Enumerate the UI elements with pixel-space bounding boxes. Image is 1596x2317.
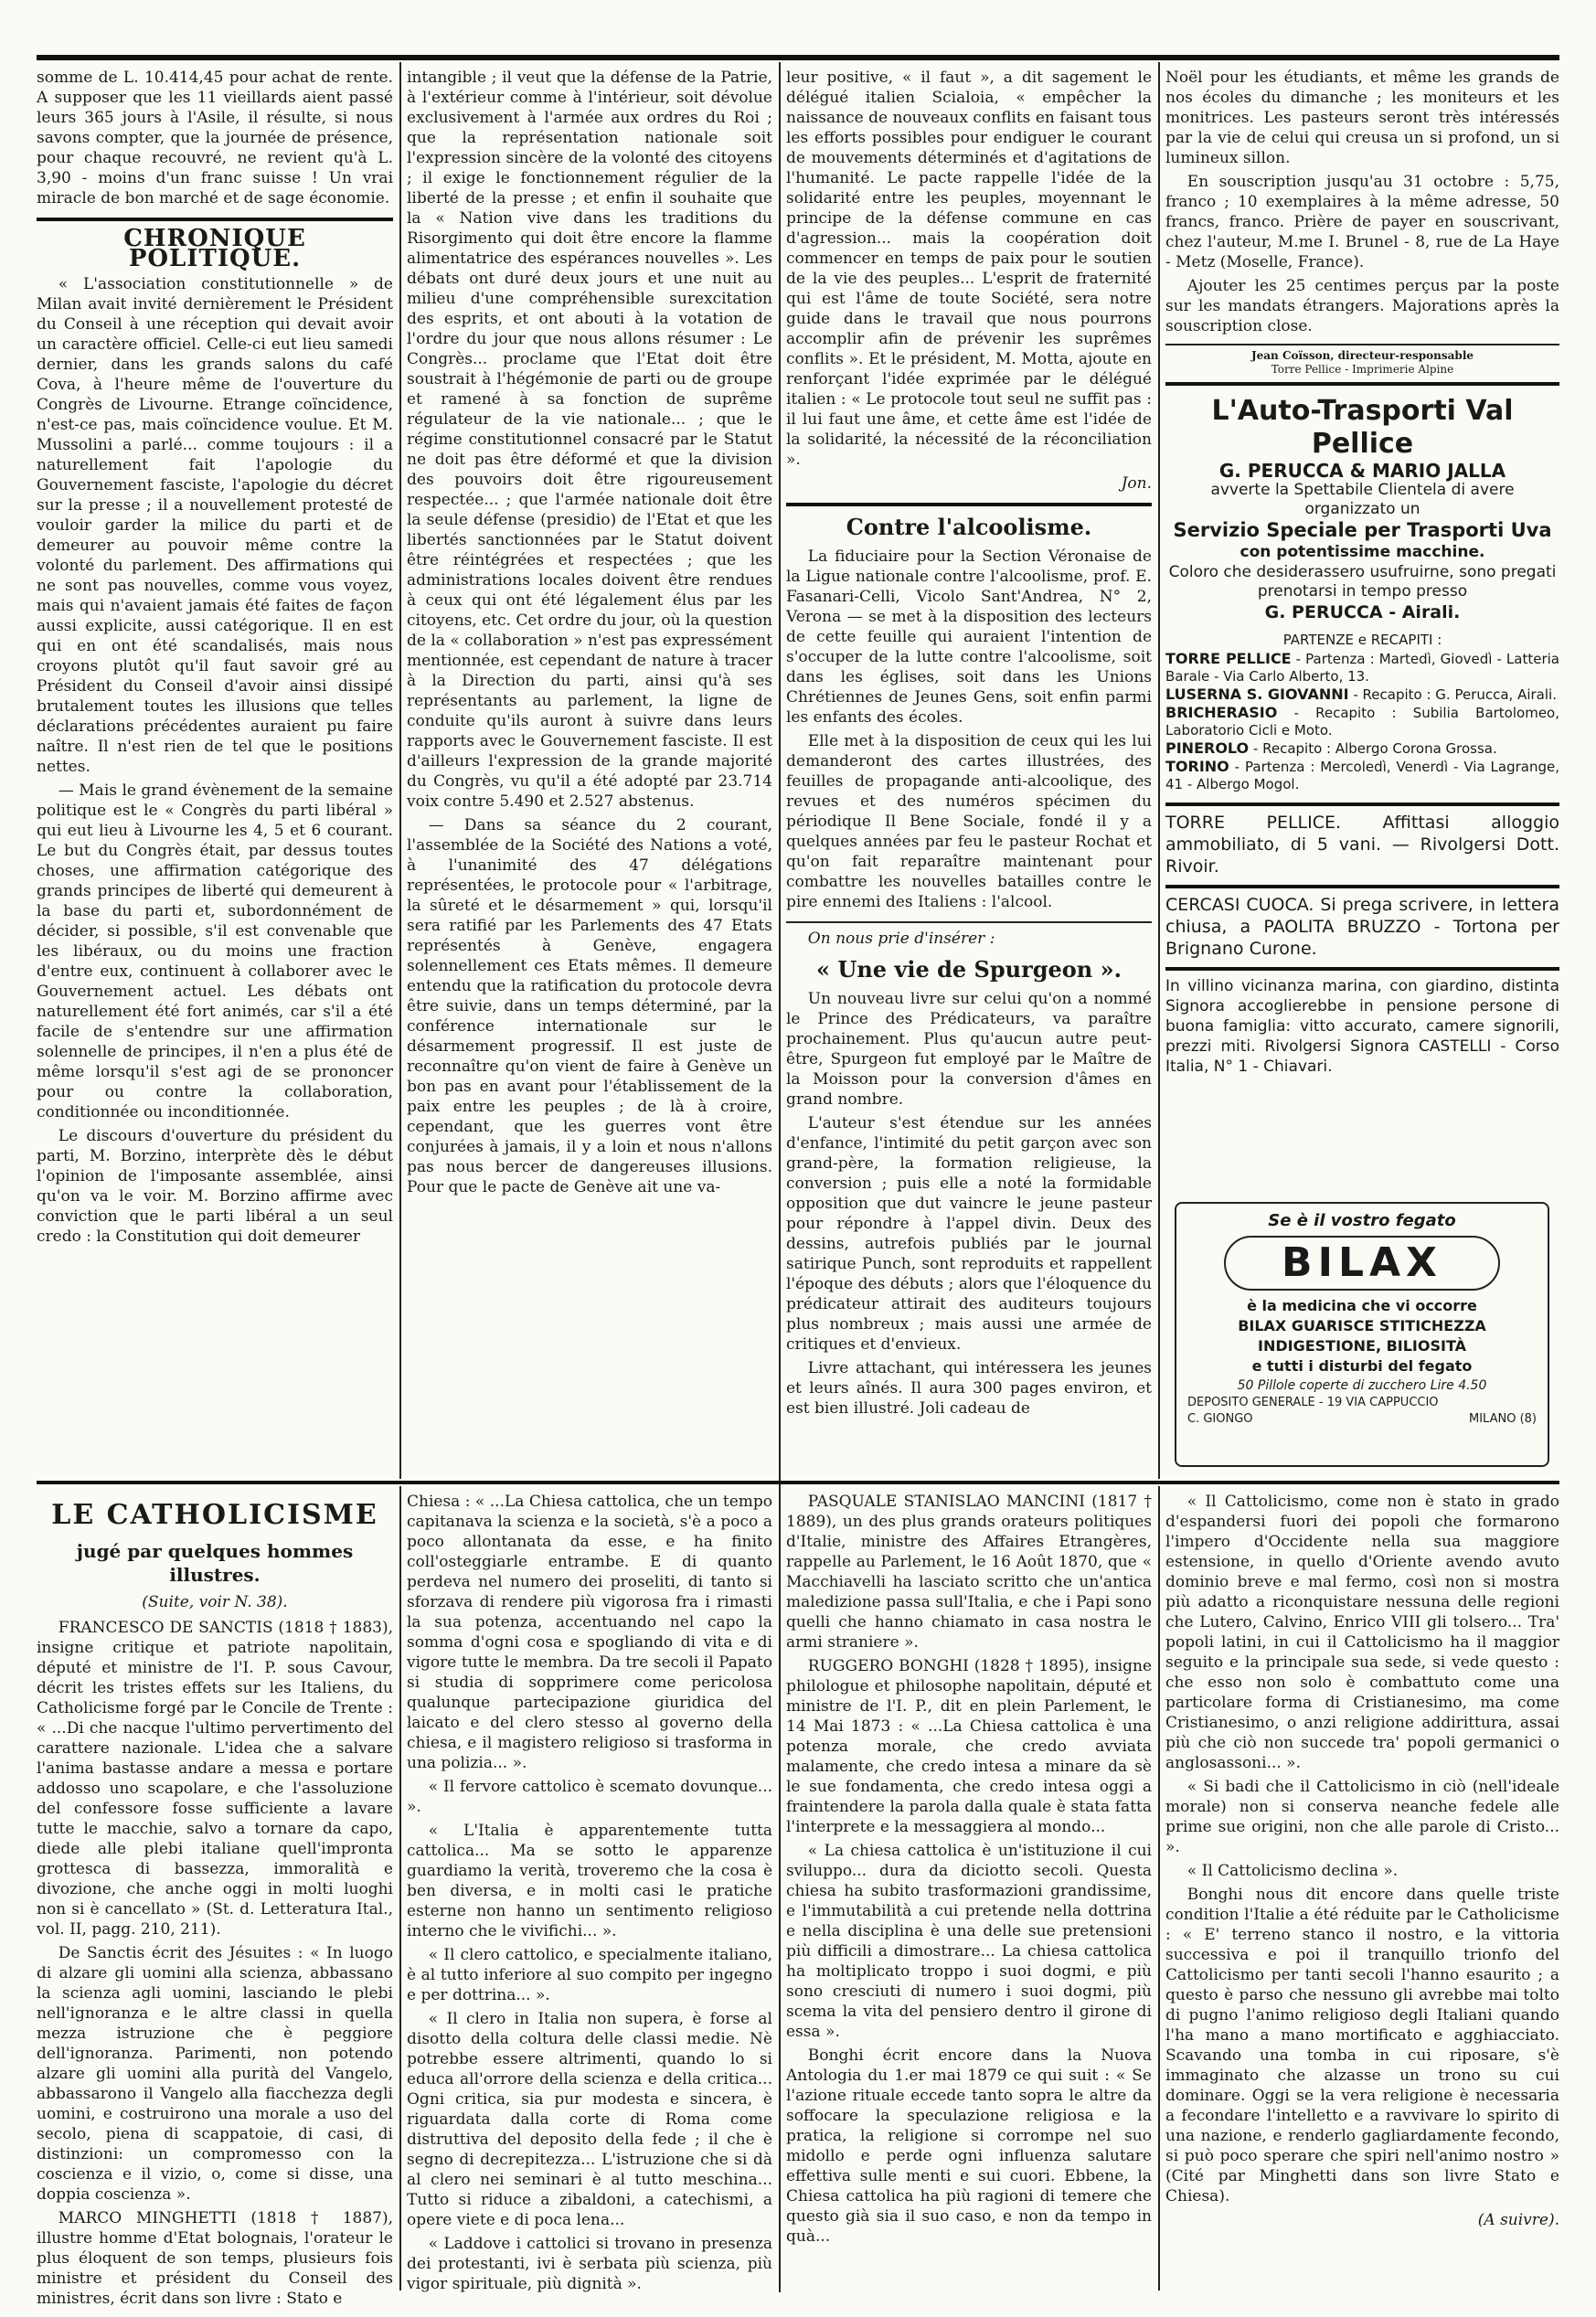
column-rule: [779, 62, 781, 2292]
catho-paragraph-2: De Sanctis écrit des Jésuites : « In luogo di alzare gli uomini alla scienza, abbassano la scienza agli uomini, lasciando le plebi nell'ignoranza e le altre classi in quella mezza istruzione che è peggiore dell'ignoranza. Parimenti, non potendo alzare gli uomini alla purità del Vangelo, abbassarono il Vangelo alla fiacchezza degli uomini, e costruirono una morale a uso del secolo, piena di scappatoie, di casi, di distinzioni: un compromesso con la coscienza e il vizio, o, come si disse, una doppia coscienza ».: [37, 1944, 393, 2204]
col4-paragraph-2: En souscription jusqu'au 31 octobre : 5,75, franco ; 10 exemplaires à la même adresse, 50 francs, franco. Prière de payer en souscrivant, chez l'auteur, M.me I. Brunel - 8, rue de La Haye - Metz (Moselle, France).: [1165, 173, 1559, 271]
column-rule: [1158, 1486, 1160, 2290]
col2-paragraph-3: Chiesa : « ...La Chiesa cattolica, che un tempo capitanava la scienza e la società, s'è a poco a poco allontanata da esse, e ha finito coll'osteggiarle entrambe. E di quanto perdeva nel numero dei proseliti, di tanto si sforzava di rendere più vigorosa fra i rimasti la sua potenza, accentuando nel capo la somma d'ogni cosa e spogliando di vita e di vigore tutte le membra. Da tre secoli il Papato si studia di sopprimere come pericolosa qualunque partecipazione giuridica del laicato e del clero stesso al governo della chiesa, e il magistero religioso si trasforma in una polizia... ».: [407, 1493, 772, 1772]
spurgeon-title: « Une vie de Spurgeon ».: [816, 956, 1122, 983]
ad-transport-heading: PARTENZE e RECAPITI :: [1282, 632, 1442, 648]
page-section-rule: [37, 1481, 1559, 1484]
imprint-director: Jean Coïsson, directeur-responsable: [1250, 349, 1474, 362]
chronique-paragraph-3: Le discours d'ouverture du président du parti, M. Borzino, interprète dès le début l'opinion de l'imposante assemblée, ainsi qu'on va le voir. M. Borzino affirme avec conviction que le parti libéral a un seul credo : la Constitution qui doit demeurer: [37, 1127, 393, 1246]
ad-transport-detail: - Partenza : Martedì, Giovedì - Latteria Barale - Via Carlo Alberto, 13.: [1165, 651, 1559, 685]
chronique-paragraph-1: « L'association constitutionnelle » de Milan avait invité dernièrement le Président du Conseil à une réception qui devait avoir un caractère officiel. Celle-ci eut lieu samedi dernier, dans les grands salons du café Cova, à l'heure même de l'ouverture du Congrès de Livourne. Etrange coïncidence, n'est-ce pas, mais coïncidence voulue. Et M. Mussolini a parlé... comme toujours : il a naturellement fait l'apologie du Gouvernement fasciste, l'apologie du décret sur la presse ; il a nouvellement protesté de vouloir garder la milice du parti et de demeurer au pouvoir même contre la volonté du parlement. Des affirmations qui ne sont pas nouvelles, comme vous voyez, mais qui n'avaient jamais été faites de façon aussi explicite, aussi catégorique. Il en est qui en ont été scandalisés, mais nous croyons plutôt qu'il faut savoir gré au Président du Conseil d'avoir ainsi dissipé brutalement toutes les illusions que telles déclarations précédentes auraient pu faire naître. Il n'est rien de tel que le positions nettes.: [37, 275, 393, 776]
alcool-title: Contre l'alcoolisme.: [846, 514, 1092, 540]
ad-transport-line-1: avverte la Spettabile Clientela di avere organizzato un: [1210, 481, 1515, 518]
column-3-top: [786, 68, 1152, 1475]
ad-transport-list-item: [1165, 739, 1559, 758]
intro-paragraph: somme de L. 10.414,45 pour achat de rente. A supposer que les 11 vieillards aient passé leurs 365 jours à l'Asile, il résulte, si nous savons compter, que la journée de présence, pour chaque recouvré, ne revient qu'à L. 3,90 - moins d'un franc suisse ! Un vrai miracle de bon marché et de sage économie.: [37, 69, 393, 207]
ad-transport-service: Servizio Speciale per Trasporti Uva: [1173, 519, 1552, 541]
col4-catho-paragraph-1: « Il Cattolicismo, come non è stato in grado d'espandersi fuori dei popoli che formarono l'impero d'Occidente nella sua maggiore estensione, in quello d'Oriente avendo avuto dominio breve e mal fermo, così non si mostra più adatto a riconquistare nessuna delle regioni che Lutero, Calvino, Enrico VIII gli tolsero... Tra' popoli latini, in cui il Cattolicismo ha il maggior seguito e la principale sua sede, si vede questo : che esso non solo è combattuto come una particolare forma di Cristianesimo, ma come Cristianesimo, o anzi religione addirittura, assai più che ciò non succede tra' popoli germanici o anglosassoni... ».: [1165, 1493, 1559, 1772]
imprint-rule-bottom: [1165, 382, 1559, 386]
chronique-title: CHRONIQUE POLITIQUE.: [123, 225, 306, 272]
to-be-continued: (A suivre).: [1477, 2211, 1559, 2229]
col2-paragraph-4: « Il fervore cattolico è scemato dovunque... ».: [407, 1778, 772, 1816]
column-2-bottom: [407, 1492, 772, 2296]
catho-subtitle: jugé par quelques hommes illustres.: [76, 1540, 354, 1586]
column-rule: [1158, 62, 1160, 1479]
bilax-line-5: e tutti i disturbi del fegato: [1251, 1357, 1473, 1375]
catho-suite: (Suite, voir N. 38).: [142, 1593, 288, 1611]
column-3-bottom: [786, 1492, 1152, 2296]
mancini-paragraph: PASQUALE STANISLAO MANCINI (1817 † 1889), un des plus grands orateurs politiques d'Italie, ministre des Affaires Etrangères, rappelle au Parlement, le 16 Août 1870, que « Macchiavelli ha lasciato scritto che un'antica maledizione passa sull'Italia, e che i Papi sono quelli che hanno chiamato in casa nostra le armi straniere ».: [786, 1493, 1152, 1652]
bonghi-paragraph-1: RUGGERO BONGHI (1828 † 1895), insigne philologue et philosophe napolitain, député et ministre de l'I. P., dit en plein Parlement, le 14 Mai 1873 : « ...La Chiesa cattolica è una potenza morale, che credo avviata malamente, che credo intesa a minare da sè le sue fondamenta, che credo intesa oggi a fraintendere la parola dalla quale è stata fatta l'interprete e la messaggiera al mondo...: [786, 1657, 1152, 1836]
bilax-line-6: 50 Pillole coperte di zucchero Lire 4.50: [1237, 1378, 1487, 1393]
ad-bilax: [1175, 1202, 1549, 1467]
ad-transport-machines: con potentissime macchine.: [1240, 543, 1485, 561]
ad-rule: [1165, 802, 1559, 806]
bilax-line-4: INDIGESTIONE, BILIOSITÀ: [1257, 1337, 1467, 1355]
column-4-bottom: [1165, 1492, 1559, 2296]
bilax-line-3: BILAX GUARISCE STITICHEZZA: [1238, 1317, 1486, 1334]
ad-transport-line-4: Coloro che desiderassero usufruirne, sono pregati prenotarsi in tempo presso: [1168, 563, 1557, 601]
ad-transport-contact: G. PERUCCA - Airali.: [1264, 602, 1461, 622]
top-rule: [37, 55, 1559, 60]
col2-paragraph-2: — Dans sa séance du 2 courant, l'assemblée de la Société des Nations a voté, à l'unanimité des 47 délégations représentées, le protocole pour « l'arbitrage, la sûreté et le désarmement » qui, lorsqu'il sera ratifié par les Parlements des 47 Etats représentés à Genève, engagera solennellement ces Etats mêmes. Il demeure entendu que la ratification du protocole devra être suivie, dans un temps déterminé, par la conférence internationale sur le désarmement progressif. Il est juste de reconnaître qu'on vient de faire à Genève un bon pas en avant pour l'établissement de la paix entre les peuples ; de là à croire, cependant, que les guerres vont être conjurées à jamais, il y a loin et nous n'allons pas nous bercer de dangereuses illusions. Pour que le pacte de Genève ait une va-: [407, 816, 772, 1196]
ad-transport-town: TORRE PELLICE: [1165, 650, 1292, 667]
bilax-milano: MILANO (8): [1469, 1412, 1537, 1426]
bilax-footer: [1187, 1411, 1537, 1428]
ad-transport-list-item: [1165, 650, 1559, 686]
ad-transport-town: PINEROLO: [1165, 739, 1250, 757]
ad-transport-detail: - Recapito : G. Perucca, Airali.: [1348, 686, 1557, 703]
col4-paragraph-1: Noël pour les étudiants, et même les grands de nos écoles du dimanche ; les moniteurs et les monitrices. Les pasteurs seront très intéressés par la vie de celui qui creusa un si profond, un si lumineux sillon.: [1165, 69, 1559, 167]
col4-catho-paragraph-2: « Si badi che il Cattolicismo in ciò (nell'ideale morale) non si conserva neanche fedele alle prime sue origini, non che alle parole di Cristo... ».: [1165, 1778, 1559, 1856]
catho-paragraph-3: MARCO MINGHETTI (1818 † 1887), illustre homme d'Etat bolognais, l'orateur le plus éloquent de son temps, plusieurs fois ministre et président du Conseil des ministres, écrit dans son livre : Stato e: [37, 2209, 393, 2308]
bonghi-paragraph-2: « La chiesa cattolica è un'istituzione il cui sviluppo... dura da diciotto secoli. Questa chiesa ha subito trasformazioni grandissime, e l'immutabilità a cui pretende nella dottrina e nella disciplina è una delle sue pretensioni più difficili a dimostrare... La chiesa cattolica ha moltiplicato troppo i suoi dogmi, e più sono cresciuti di numero i suoi dogmi, più scema la vita del pensiero dentro il girone di essa ».: [786, 1842, 1152, 2041]
chronique-paragraph-2: — Mais le grand évènement de la semaine politique est le « Congrès du parti libéral » qui eut lieu à Livourne les 4, 5 et 6 courant. Le but du Congrès était, par dessus toutes choses, une affirmation catégorique des grands principes de liberté qui demeurent à la base du parti et, subordonnément de décider, si possible, s'il est convenable que les libéraux, ou du moins une fraction d'entre eux, continuent à collaborer avec le Gouvernement actuel. Les débats ont naturellement été fort animés, car s'il a été facile de s'entendre sur une affirmation solennelle de principes, il n'en a plus été de même lorsqu'il s'est agi de se prononcer pour ou contre la collaboration, conditionnée ou inconditionnée.: [37, 781, 393, 1121]
catho-paragraph-1: FRANCESCO DE SANCTIS (1818 † 1883), insigne critique et patriote napolitain, député et ministre de l'I. P. sous Cavour, décrit les tristes effets sur les Italiens, du Catholicisme forgé par le Concile de Trente : « ...Di che nacque l'ultimo pervertimento del carattere nazionale. L'idea che a salvare l'anima bastasse andare a messa e portare addosso uno scapolare, e che l'assoluzione del confessore fosse sufficiente a lavare tutte le macchie, salvo a tornare da capo, diede alle plebi italiane quell'impronta grottesca di bassezza, immoralità e divozione, che anche oggi in molti luoghi non si è cancellato » (St. d. Letteratura Ital., vol. II, pagg. 210, 211).: [37, 1619, 393, 1939]
ad-apartment: TORRE PELLICE. Affittasi alloggio ammobiliato, di 5 vani. — Rivolgersi Dott. Rivoir.: [1165, 813, 1559, 877]
bonghi-paragraph-3: Bonghi écrit encore dans la Nuova Antologia du 1.er mai 1879 ce qui suit : « Se l'azione rituale eccede tanto sopra le altre da soffocare la speculazione religiosa e la pratica, la religione si corrompe nel suo midollo e perde ogni influenza salutare effettiva sulle menti e sui cuori. Ebbene, la Chiesa cattolica ha più ragioni di temere che questo già sia il suo caso, e non da tempo in quà...: [786, 2046, 1152, 2246]
column-1-top: [37, 68, 393, 1475]
bilax-line-1: Se è il vostro fegato: [1268, 1211, 1456, 1230]
bilax-giongo: C. GIONGO: [1187, 1412, 1253, 1426]
col2-paragraph-5: « L'Italia è apparentemente tutta cattolica... Ma se sotto le apparenze guardiamo la verità, troveremo che la cosa è ben diversa, e in molti casi le pratiche esterne non hanno un sentimento religioso interno che le vivifichi... ».: [407, 1822, 772, 1940]
alcool-paragraph-2: Elle met à la disposition de ceux qui les lui demanderont des cartes illustrées, des feuilles de propagande anti-alcoolique, des revues et des numéros spécimen du périodique Il Bene Sociale, fondé il y a quelques années par feu le pasteur Rochat et qu'on fait reparaître maintenant pour combattre les nouvelles batailles contre le pire ennemi des Italiens : l'alcool.: [786, 732, 1152, 911]
ad-transport-list-item: [1165, 704, 1559, 739]
col4-paragraph-3: Ajouter les 25 centimes perçus par la poste sur les mandats étrangers. Majorations après la souscription close.: [1165, 277, 1559, 335]
ad-transport-detail: - Partenza : Mercoledì, Venerdì - Via Lagrange, 41 - Albergo Mogol.: [1165, 759, 1559, 792]
ad-transport-names: G. PERUCCA & MARIO JALLA: [1218, 460, 1506, 482]
ad-transport-title: L'Auto-Trasporti Val Pellice: [1211, 395, 1514, 460]
col4-catho-paragraph-3: « Il Cattolicismo declina ».: [1186, 1862, 1399, 1880]
column-1-bottom: [37, 1492, 393, 2308]
signature: Jon.: [1121, 474, 1152, 493]
col2-paragraph-6: « Il clero cattolico, e specialmente italiano, è al tutto inferiore al suo compito per ingegno e per dottrina... ».: [407, 1946, 772, 2004]
col4-catho-paragraph-4: Bonghi nous dit encore dans quelle triste condition l'Italie a été réduite par le Catholicisme : « E' terreno stanco il nostro, e la vittoria successiva e poi il tranquillo trionfo del Cattolicismo per tanti secoli l'hanno esaurito ; a questo è parso che nessuno gli avrebbe mai tolto di pugno l'animo religioso degli Italiani quando l'ha mano a mano mortificato e agghiacciato. Scavando una tomba in cui riposare, s'è immaginato che alzasse un trono su cui dominare. Oggi se la vera religione è necessaria a fecondare l'intelletto e a ravvivare lo spirito di una nazione, e renderlo gagliardamente fecondo, si può poco sperare che spiri nell'animo nostro » (Cité par Minghetti dans son livre Stato e Chiesa).: [1165, 1886, 1559, 2205]
section-rule: [786, 503, 1152, 506]
bilax-logo: BILAX: [1224, 1236, 1500, 1291]
column-rule: [399, 1486, 401, 2290]
ad-transport-list-item: [1165, 758, 1559, 793]
catho-title: LE CATHOLICISME: [51, 1499, 378, 1531]
imprint-rule: [1165, 344, 1559, 345]
col3-paragraph-1: leur positive, « il faut », a dit sagement le délégué italien Scialoia, « empêcher la naissance de nouveaux conflits en faisant tous les efforts possibles pour endiguer le courant de mouvements déterminés et d'agitations de l'humanité. Le pacte rappelle l'idée de la solidarité entre les peuples, moyennant le principe de la défense commune en cas d'agression... mais la coopération doit commencer en temps de paix pour le soutien de la vie des peuples... L'esprit de fraternité qui est l'âme de toute Société, sera notre guide dans le travail que nous pourrons accomplir afin de prévenir les suprêmes conflits ». Et le président, M. Motta, ajoute en renforçant l'idée exprimée par le délégué italien : « Le protocole tout seul ne suffit pas : il lui faut une âme, et cette âme est l'idée de la solidarité, la nécessité de la réconciliation ».: [786, 69, 1152, 469]
ad-transport-list-item: [1165, 686, 1559, 704]
column-rule: [399, 62, 401, 1479]
ad-cook: CERCASI CUOCA. Si prega scrivere, in lettera chiusa, a PAOLITA BRUZZO - Tortona per Brignano Curone.: [1165, 895, 1559, 959]
spurgeon-paragraph-3: Livre attachant, qui intéressera les jeunes et leurs aînés. Il aura 300 pages environ, et est bien illustré. Joli cadeau de: [786, 1359, 1152, 1418]
ad-transport-town: BRICHERASIO: [1165, 704, 1278, 721]
spurgeon-paragraph-1: Un nouveau livre sur celui qu'on a nommé le Prince des Prédicateurs, va paraître prochainement. Plus qu'aucun autre peut-être, Spurgeon fut employé par le Maître de la Moisson pour la conversion d'âmes en grand nombre.: [786, 990, 1152, 1109]
spurgeon-paragraph-2: L'auteur s'est étendue sur les années d'enfance, l'intimité du petit garçon avec son grand-père, la formation religieuse, la conversion ; puis elle a noté la formidable opposition que dut vaincre le jeune pasteur pour répondre à l'appel divin. Deux des dessins, autrefois publiés par le journal satirique Punch, sont reproduits et rappellent l'époque des débuts ; alors que l'éloquence du prédicateur attirait des auditeurs toujours plus nombreux ; mais aussi une armée de critiques et d'envieux.: [786, 1114, 1152, 1354]
ad-transport-detail: - Recapito : Subilia Bartolomeo, Laboratorio Cicli e Moto.: [1165, 705, 1559, 739]
col2-paragraph-7: « Il clero in Italia non supera, è forse al disotto della coltura delle classi medie. Nè potrebbe essere altrimenti, quando lo si educa all'orrore della scienza e della critica... Ogni critica, sia pur modesta e sincera, è riguardata dalla corte di Roma come distruttiva del deposito della fede ; il che è segno di decrepitezza... L'istruzione che si dà al clero nei seminari è al tutto meschina... Tutto si riduce a zibaldoni, a catechismi, a opere viete e di poca lena...: [407, 2010, 772, 2229]
ad-rule: [1165, 885, 1559, 888]
ad-transport-town: LUSERNA S. GIOVANNI: [1165, 686, 1349, 703]
bilax-depot-address: DEPOSITO GENERALE - 19 VIA CAPPUCCIO: [1187, 1396, 1439, 1409]
bilax-depot: [1187, 1395, 1537, 1411]
col2-paragraph-1: intangible ; il veut que la défense de la Patrie, à l'extérieur comme à l'intérieur, soit dévolue exclusivement à l'armée aux ordres du Roi ; que la représentation nationale soit l'expression sincère de la volonté des citoyens ; il exige le fonctionnement régulier de la liberté de la presse ; et enfin il souhaite que la « Nation vive dans les traditions du Risorgimento qui doit être encore la flamme alimentatrice des espérances nouvelles ». Les débats ont duré deux jours et une nuit au milieu d'une compréhensible surexcitation des esprits, et ont abouti à la votation de l'ordre du jour que nous allons résumer : Le Congrès... proclame que l'Etat doit être soustrait à l'hégémonie de parti ou de groupe et ramené à sa fonction de suprême régulateur de la vie nationale... ; que le régime constitutionnel consacré par le Statut ne doit pas être déformé et que la division des pouvoirs doit être rigoureusement respectée... ; que l'armée nationale doit être la seule défense (presidio) de l'Etat et que les libertés sanctionnées par le Statut doivent être réintégrées et respectées ; que les administrations locales doivent être rendues à ceux qui ont été légalement élus par les citoyens, etc. Cet ordre du jour, où la question de la « collaboration » n'est pas expressément mentionnée, est cependant de nature à tracer à la Direction du parti, ainsi qu'à ses représentants au parlement, la ligne de conduite qu'ils auront à suivre dans leurs rapports avec le Gouvernement fasciste. Il est d'ailleurs l'expression de la grande majorité du Congrès, vu qu'il a été adopté par 23.714 voix contre 5.490 et 2.527 abstenus.: [407, 69, 772, 811]
section-rule: [37, 218, 393, 221]
newspaper-page: [37, 55, 1559, 2308]
col2-paragraph-8: « Laddove i cattolici si trovano in presenza dei protestanti, ivi è serbata più scienza, più vigor spirituale, più dignità ».: [407, 2235, 772, 2293]
section-rule: [786, 921, 1152, 923]
ad-transport-detail: - Recapito : Albergo Corona Grossa.: [1249, 740, 1497, 757]
alcool-paragraph-1: La fiduciaire pour la Section Véronaise de la Ligue nationale contre l'alcoolisme, prof. E. Fasanari-Celli, Vicolo Sant'Andrea, N° 2, Verona — se met à la disposition des lecteurs de cette feuille qui auraient l'intention de s'occuper de la lutte contre l'alcoolisme, soit dans les églises, soit dans les Unions Chrétiennes de Jeunes Gens, soit enfin parmi les enfants des écoles.: [786, 547, 1152, 727]
spurgeon-pre: On nous prie d'insérer :: [807, 930, 995, 948]
ad-transport-town: TORINO: [1165, 758, 1229, 775]
imprint-printer: Torre Pellice - Imprimerie Alpine: [1271, 363, 1454, 376]
ad-villa: In villino vicinanza marina, con giardino, distinta Signora accoglierebbe in pensione persone di buona famiglia: vitto accurato, camere signorili, prezzi miti. Rivolgersi Signora CASTELLI - Corso Italia, N° 1 - Chiavari.: [1165, 977, 1559, 1076]
bilax-line-2: è la medicina che vi occorre: [1247, 1297, 1477, 1314]
ad-rule: [1165, 967, 1559, 971]
ad-transport-list: [1165, 650, 1559, 793]
column-2-top: [407, 68, 772, 1475]
